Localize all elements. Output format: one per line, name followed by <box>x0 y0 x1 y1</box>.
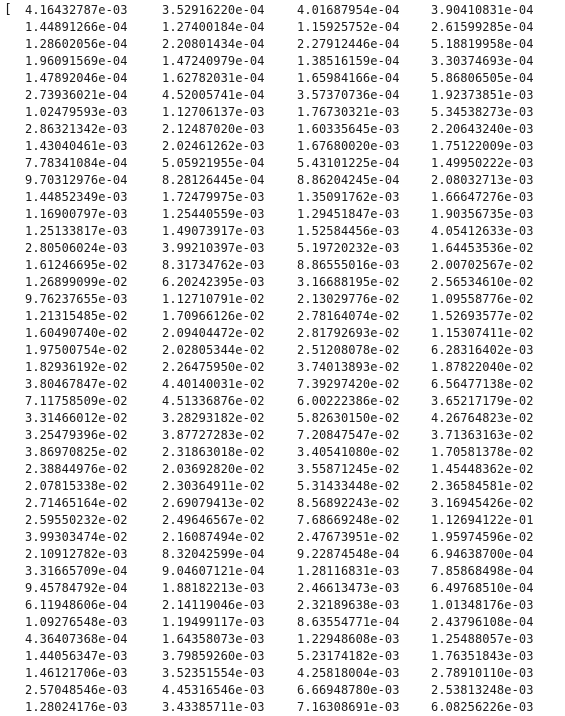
array-value: 4.01687954e-04 <box>297 3 400 17</box>
array-value: 1.43040461e-03 <box>25 139 128 153</box>
array-value: 1.61246695e-02 <box>25 258 128 272</box>
array-value: 1.44891266e-04 <box>25 20 128 34</box>
array-value: 3.25479396e-02 <box>25 428 128 442</box>
array-value: 1.21315485e-02 <box>25 309 128 323</box>
array-row <box>16 529 565 546</box>
array-value: 2.51208078e-02 <box>297 343 400 357</box>
array-row <box>16 410 565 427</box>
array-value: 1.35091762e-03 <box>297 190 400 204</box>
array-value: 2.78910110e-03 <box>431 666 534 680</box>
array-value: 2.10912782e-03 <box>25 547 128 561</box>
array-value: 1.60335645e-03 <box>297 122 400 136</box>
array-value: 1.76351843e-03 <box>431 649 534 663</box>
array-value: 4.25818004e-03 <box>297 666 400 680</box>
array-value: 2.02805344e-02 <box>162 343 265 357</box>
array-row <box>16 563 565 580</box>
array-value: 1.12710791e-02 <box>162 292 265 306</box>
array-value: 2.49646567e-02 <box>162 513 265 527</box>
array-value: 1.02479593e-03 <box>25 105 128 119</box>
array-value: 2.12487020e-03 <box>162 122 265 136</box>
array-value: 2.71465164e-02 <box>25 496 128 510</box>
array-row <box>16 19 565 36</box>
array-value: 1.49073917e-03 <box>162 224 265 238</box>
array-row <box>16 274 565 291</box>
array-value: 4.40140031e-02 <box>162 377 265 391</box>
array-value: 1.97500754e-02 <box>25 343 128 357</box>
array-value: 2.20643240e-03 <box>431 122 534 136</box>
array-value: 9.04607121e-04 <box>162 564 265 578</box>
array-row <box>16 427 565 444</box>
array-value: 3.31466012e-02 <box>25 411 128 425</box>
array-value: 5.23174182e-03 <box>297 649 400 663</box>
array-row <box>16 291 565 308</box>
array-value: 1.19499117e-03 <box>162 615 265 629</box>
array-value: 2.80506024e-03 <box>25 241 128 255</box>
array-row <box>16 546 565 563</box>
array-value: 3.55871245e-02 <box>297 462 400 476</box>
array-row <box>16 699 565 716</box>
array-value: 1.88182213e-03 <box>162 581 265 595</box>
array-row <box>16 172 565 189</box>
array-value: 7.85868498e-04 <box>431 564 534 578</box>
array-value: 1.96091569e-04 <box>25 54 128 68</box>
array-value: 9.22874548e-04 <box>297 547 400 561</box>
array-value: 1.45448362e-02 <box>431 462 534 476</box>
array-value: 1.09558776e-02 <box>431 292 534 306</box>
array-value: 1.87822040e-02 <box>431 360 534 374</box>
array-value: 2.59550232e-02 <box>25 513 128 527</box>
array-value: 3.16945426e-02 <box>431 496 534 510</box>
array-value: 1.70581378e-02 <box>431 445 534 459</box>
array-value: 1.38516159e-04 <box>297 54 400 68</box>
array-value: 1.75122009e-03 <box>431 139 534 153</box>
array-value: 1.12694122e-01 <box>431 513 534 527</box>
array-value: 2.14119046e-03 <box>162 598 265 612</box>
array-value: 2.43796108e-04 <box>431 615 534 629</box>
array-row <box>16 206 565 223</box>
array-value: 2.56534610e-02 <box>431 275 534 289</box>
array-value: 5.43101225e-04 <box>297 156 400 170</box>
array-value: 4.52005741e-04 <box>162 88 265 102</box>
array-value: 2.73936021e-04 <box>25 88 128 102</box>
array-value: 2.09404472e-02 <box>162 326 265 340</box>
array-value: 5.18819958e-04 <box>431 37 534 51</box>
array-row <box>16 36 565 53</box>
array-value: 3.40541080e-02 <box>297 445 400 459</box>
array-value: 6.49768510e-04 <box>431 581 534 595</box>
array-value: 8.86204245e-04 <box>297 173 400 187</box>
array-value: 8.32042599e-04 <box>162 547 265 561</box>
array-row <box>16 359 565 376</box>
array-value: 3.57370736e-04 <box>297 88 400 102</box>
array-value: 2.36584581e-02 <box>431 479 534 493</box>
array-value: 2.57048546e-03 <box>25 683 128 697</box>
array-value: 1.28024176e-03 <box>25 700 128 714</box>
array-value: 1.60490740e-02 <box>25 326 128 340</box>
array-value: 2.81792693e-02 <box>297 326 400 340</box>
array-value: 3.16688195e-02 <box>297 275 400 289</box>
array-value: 3.99303474e-02 <box>25 530 128 544</box>
array-value: 6.20242395e-03 <box>162 275 265 289</box>
array-value: 6.11948606e-04 <box>25 598 128 612</box>
array-value: 3.52351554e-03 <box>162 666 265 680</box>
array-row <box>16 325 565 342</box>
array-value: 9.70312976e-04 <box>25 173 128 187</box>
array-value: 8.86555016e-03 <box>297 258 400 272</box>
array-value: 1.72479975e-03 <box>162 190 265 204</box>
array-value: 5.82630150e-02 <box>297 411 400 425</box>
array-value: 1.90356735e-03 <box>431 207 534 221</box>
array-value: 5.86806505e-04 <box>431 71 534 85</box>
array-row <box>16 682 565 699</box>
array-row <box>16 223 565 240</box>
array-row <box>16 444 565 461</box>
array-value: 2.26475950e-02 <box>162 360 265 374</box>
array-value: 3.43385711e-03 <box>162 700 265 714</box>
array-row <box>16 648 565 665</box>
open-bracket: [ <box>4 2 12 17</box>
array-value: 3.80467847e-02 <box>25 377 128 391</box>
array-value: 1.26899099e-02 <box>25 275 128 289</box>
array-value: 8.31734762e-03 <box>162 258 265 272</box>
array-value: 1.82936192e-02 <box>25 360 128 374</box>
array-row <box>16 342 565 359</box>
array-value: 1.25440559e-03 <box>162 207 265 221</box>
array-value: 5.31433448e-02 <box>297 479 400 493</box>
array-value: 1.66647276e-03 <box>431 190 534 204</box>
array-value: 1.44852349e-03 <box>25 190 128 204</box>
array-value: 8.56892243e-02 <box>297 496 400 510</box>
array-value: 6.28316402e-03 <box>431 343 534 357</box>
array-row <box>16 631 565 648</box>
array-value: 1.15925752e-04 <box>297 20 400 34</box>
array-value: 2.27912446e-04 <box>297 37 400 51</box>
array-value: 5.05921955e-04 <box>162 156 265 170</box>
array-value: 6.66948780e-03 <box>297 683 400 697</box>
array-value: 1.22948608e-03 <box>297 632 400 646</box>
array-value: 6.56477138e-02 <box>431 377 534 391</box>
array-value: 4.36407368e-04 <box>25 632 128 646</box>
array-row <box>16 155 565 172</box>
array-row <box>16 495 565 512</box>
array-value: 7.16308691e-03 <box>297 700 400 714</box>
array-value: 2.38844976e-02 <box>25 462 128 476</box>
array-value: 4.16432787e-03 <box>25 3 128 17</box>
array-value: 1.92373851e-03 <box>431 88 534 102</box>
array-value: 2.32189638e-03 <box>297 598 400 612</box>
array-value: 2.53813248e-03 <box>431 683 534 697</box>
array-row <box>16 597 565 614</box>
array-value: 3.79859260e-03 <box>162 649 265 663</box>
array-value: 7.11758509e-02 <box>25 394 128 408</box>
array-value: 1.27400184e-04 <box>162 20 265 34</box>
array-row <box>16 393 565 410</box>
array-value: 4.45316546e-03 <box>162 683 265 697</box>
array-row <box>16 240 565 257</box>
array-value: 5.19720232e-03 <box>297 241 400 255</box>
array-value: 9.45784792e-04 <box>25 581 128 595</box>
array-value: 8.63554771e-04 <box>297 615 400 629</box>
array-value: 4.05412633e-03 <box>431 224 534 238</box>
array-value: 3.65217179e-02 <box>431 394 534 408</box>
array-row <box>16 478 565 495</box>
array-row <box>16 121 565 138</box>
array-value: 5.34538273e-03 <box>431 105 534 119</box>
array-output <box>16 2 565 716</box>
array-value: 1.70966126e-02 <box>162 309 265 323</box>
array-value: 1.52584456e-03 <box>297 224 400 238</box>
array-value: 3.90410831e-04 <box>431 3 534 17</box>
array-value: 1.47240979e-04 <box>162 54 265 68</box>
array-value: 3.30374693e-04 <box>431 54 534 68</box>
array-value: 7.39297420e-02 <box>297 377 400 391</box>
array-value: 3.71363163e-02 <box>431 428 534 442</box>
array-value: 2.69079413e-02 <box>162 496 265 510</box>
array-value: 7.68669248e-02 <box>297 513 400 527</box>
array-value: 2.16087494e-02 <box>162 530 265 544</box>
array-row <box>16 461 565 478</box>
array-value: 2.46613473e-03 <box>297 581 400 595</box>
array-value: 1.65984166e-04 <box>297 71 400 85</box>
array-row <box>16 138 565 155</box>
array-value: 1.01348176e-03 <box>431 598 534 612</box>
array-value: 2.20801434e-04 <box>162 37 265 51</box>
array-value: 1.47892046e-04 <box>25 71 128 85</box>
array-value: 2.31863018e-02 <box>162 445 265 459</box>
array-value: 2.13029776e-02 <box>297 292 400 306</box>
array-value: 9.76237655e-03 <box>25 292 128 306</box>
array-row <box>16 580 565 597</box>
array-value: 7.78341084e-04 <box>25 156 128 170</box>
array-value: 1.95974596e-02 <box>431 530 534 544</box>
array-value: 1.62782031e-04 <box>162 71 265 85</box>
array-value: 4.26764823e-02 <box>431 411 534 425</box>
array-value: 2.78164074e-02 <box>297 309 400 323</box>
array-value: 1.46121706e-03 <box>25 666 128 680</box>
array-value: 1.44056347e-03 <box>25 649 128 663</box>
array-value: 1.29451847e-03 <box>297 207 400 221</box>
array-row <box>16 614 565 631</box>
array-value: 1.49950222e-03 <box>431 156 534 170</box>
array-row <box>16 308 565 325</box>
array-value: 7.20847547e-02 <box>297 428 400 442</box>
array-value: 1.09276548e-03 <box>25 615 128 629</box>
array-value: 6.00222386e-02 <box>297 394 400 408</box>
array-value: 1.25133817e-03 <box>25 224 128 238</box>
array-row <box>16 512 565 529</box>
array-value: 1.52693577e-02 <box>431 309 534 323</box>
array-value: 2.08032713e-03 <box>431 173 534 187</box>
array-value: 2.07815338e-02 <box>25 479 128 493</box>
array-value: 2.02461262e-03 <box>162 139 265 153</box>
array-value: 2.03692820e-02 <box>162 462 265 476</box>
array-value: 3.86970825e-02 <box>25 445 128 459</box>
array-row <box>16 87 565 104</box>
array-value: 1.12706137e-03 <box>162 105 265 119</box>
array-row <box>16 665 565 682</box>
array-value: 1.64453536e-02 <box>431 241 534 255</box>
array-value: 1.16900797e-03 <box>25 207 128 221</box>
array-row <box>16 2 565 19</box>
array-row <box>16 189 565 206</box>
array-value: 2.00702567e-02 <box>431 258 534 272</box>
array-value: 3.99210397e-03 <box>162 241 265 255</box>
array-value: 1.28602056e-04 <box>25 37 128 51</box>
array-value: 2.30364911e-02 <box>162 479 265 493</box>
array-value: 1.67680020e-03 <box>297 139 400 153</box>
array-row <box>16 70 565 87</box>
array-value: 3.52916220e-04 <box>162 3 265 17</box>
array-row <box>16 257 565 274</box>
array-row <box>16 104 565 121</box>
array-row <box>16 376 565 393</box>
array-value: 3.87727283e-02 <box>162 428 265 442</box>
array-row <box>16 53 565 70</box>
array-value: 1.64358073e-03 <box>162 632 265 646</box>
array-value: 3.74013893e-02 <box>297 360 400 374</box>
array-value: 2.47673951e-02 <box>297 530 400 544</box>
array-value: 8.28126445e-04 <box>162 173 265 187</box>
array-value: 3.28293182e-02 <box>162 411 265 425</box>
array-value: 6.08256226e-03 <box>431 700 534 714</box>
array-value: 2.61599285e-04 <box>431 20 534 34</box>
array-value: 4.51336876e-02 <box>162 394 265 408</box>
array-value: 2.86321342e-03 <box>25 122 128 136</box>
array-value: 1.76730321e-03 <box>297 105 400 119</box>
array-value: 3.31665709e-04 <box>25 564 128 578</box>
array-value: 1.15307411e-02 <box>431 326 534 340</box>
array-value: 1.28116831e-03 <box>297 564 400 578</box>
array-value: 6.94638700e-04 <box>431 547 534 561</box>
array-value: 1.25488057e-03 <box>431 632 534 646</box>
